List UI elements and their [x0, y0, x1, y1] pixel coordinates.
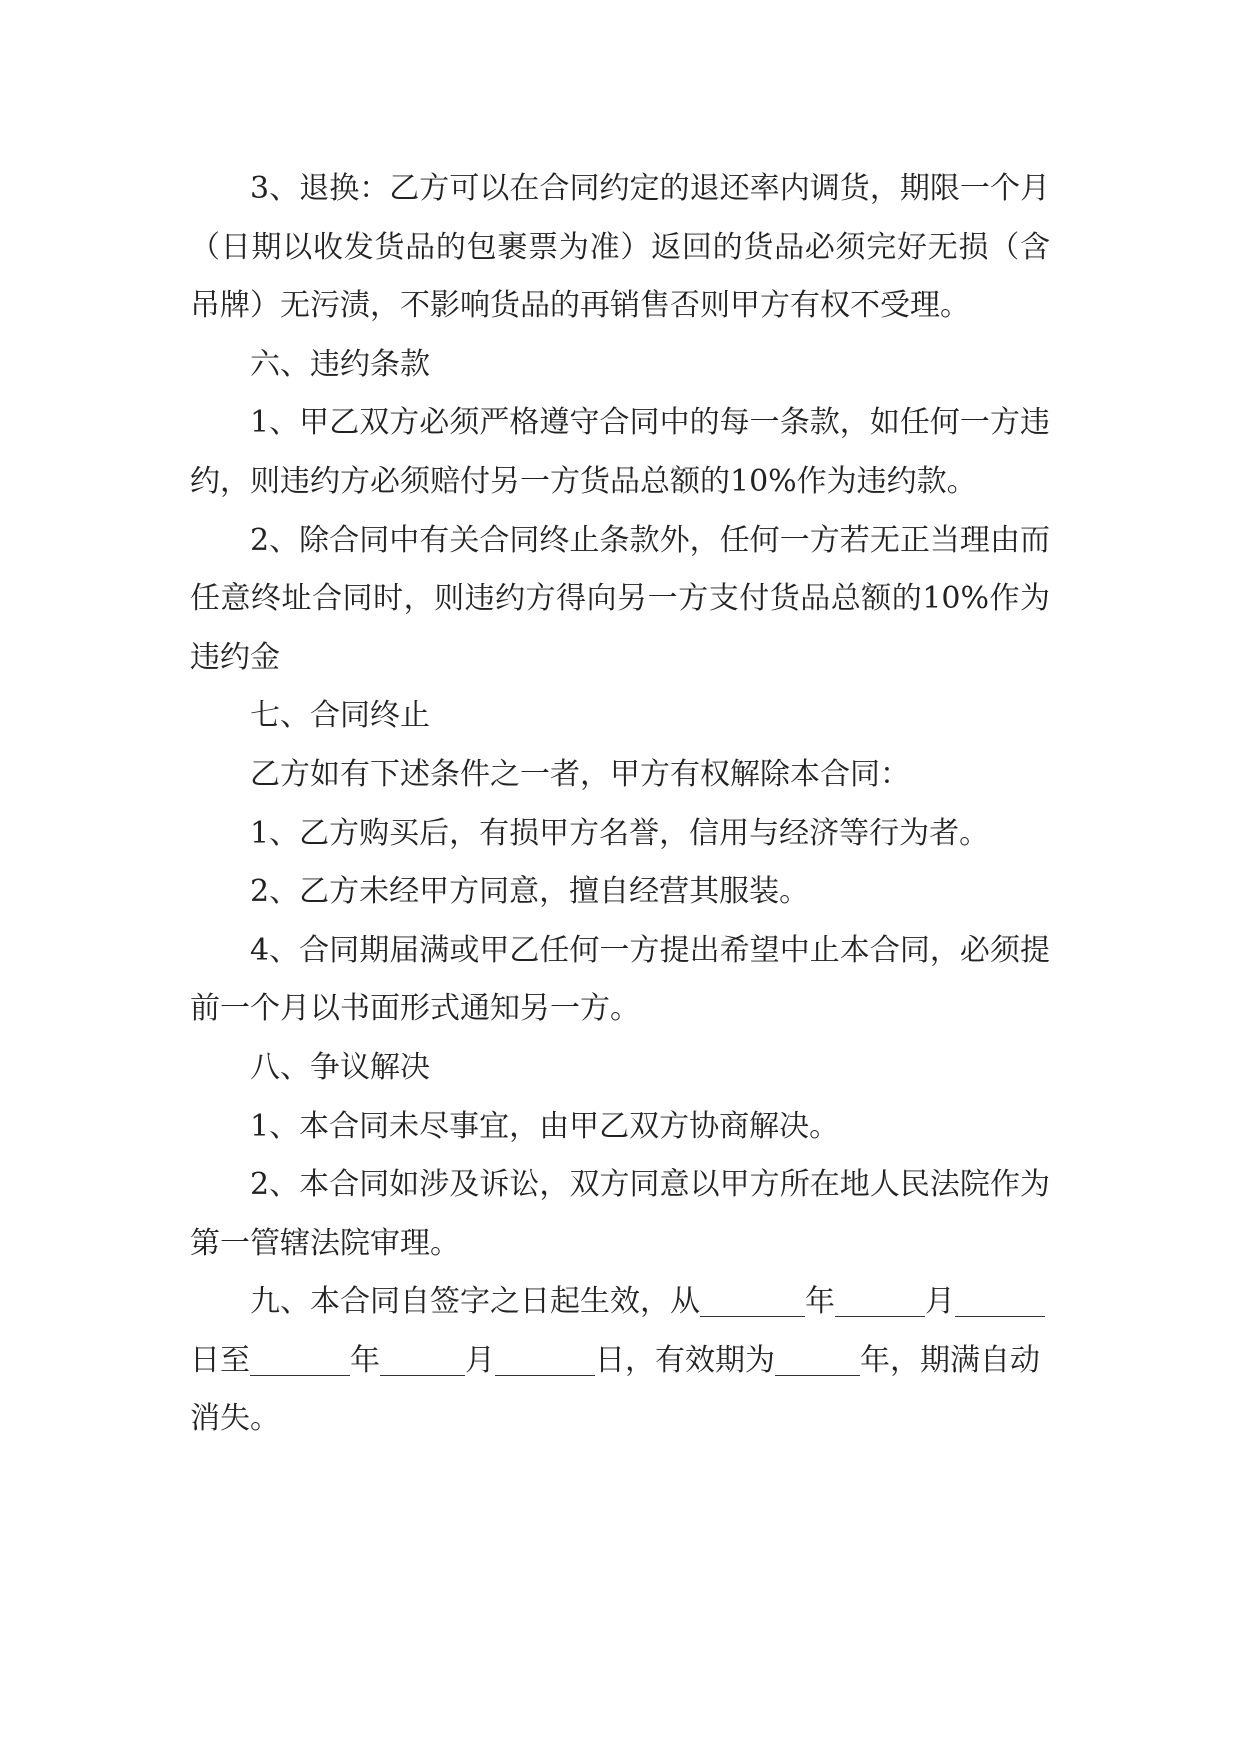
validity-end-text: 年，期满自动消失。	[190, 1342, 1040, 1437]
start-month-blank	[835, 1282, 925, 1317]
clause-breach-2: 2、除合同中有关合同终止条款外，任何一方若无正当理由而任意终址合同时，则违约方得向另一方支付货品总额的10%作为违约金	[190, 522, 1050, 675]
clause-effective-date	[190, 1273, 1050, 1449]
start-day-blank	[955, 1282, 1045, 1317]
start-day-label: 日至	[190, 1342, 250, 1378]
contract-page	[190, 160, 1050, 1449]
clause-termination-1: 1、乙方购买后，有损甲方名誉，信用与经济等行为者。	[250, 815, 990, 851]
validity-years-blank	[775, 1341, 860, 1376]
clause-return-exchange: 3、退换：乙方可以在合同约定的退还率内调货，期限一个月（日期以收发货品的包裹票为准）返回的货品必须完好无损（含吊牌）无污渍，不影响货品的再销售否则甲方有权不受理。	[190, 171, 1050, 324]
effective-intro-text: 九、本合同自签字之日起生效，从	[250, 1284, 700, 1320]
section-heading-termination: 七、合同终止	[250, 698, 430, 734]
start-month-label: 月	[925, 1284, 955, 1320]
end-month-blank	[380, 1341, 465, 1376]
clause-termination-intro: 乙方如有下述条件之一者，甲方有权解除本合同：	[250, 756, 910, 792]
end-day-blank	[495, 1341, 595, 1376]
section-heading-breach: 六、违约条款	[250, 346, 430, 382]
end-year-blank	[250, 1341, 350, 1376]
start-year-blank	[700, 1282, 805, 1317]
clause-termination-2: 2、乙方未经甲方同意，擅自经营其服装。	[250, 874, 810, 910]
clause-breach-1: 1、甲乙双方必须严格遵守合同中的每一条款，如任何一方违约，则违约方必须赔付另一方货品总额的10%作为违约款。	[190, 405, 1050, 499]
section-heading-dispute: 八、争议解决	[250, 1049, 430, 1085]
end-year-label: 年	[350, 1342, 380, 1378]
clause-dispute-1: 1、本合同未尽事宜，由甲乙双方协商解决。	[250, 1108, 840, 1144]
clause-dispute-2: 2、本合同如涉及诉讼，双方同意以甲方所在地人民法院作为第一管辖法院审理。	[190, 1167, 1050, 1261]
start-year-label: 年	[805, 1284, 835, 1320]
clause-termination-4: 4、合同期届满或甲乙任何一方提出希望中止本合同，必须提前一个月以书面形式通知另一方。	[190, 932, 1050, 1027]
end-day-label: 日，有效期为	[595, 1342, 775, 1378]
end-month-label: 月	[465, 1342, 495, 1378]
